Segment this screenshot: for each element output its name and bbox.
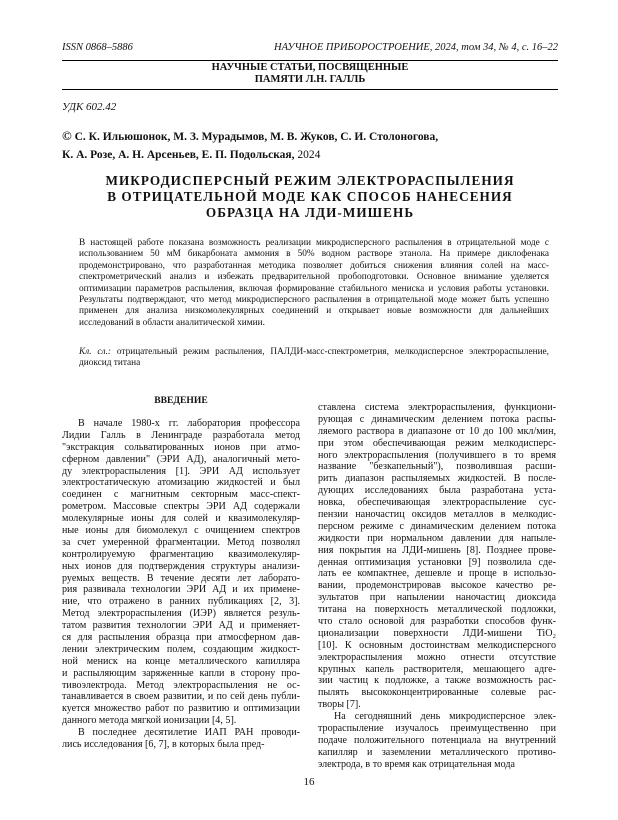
authors-line1: С. К. Ильюшонок, М. З. Мурадымов, М. В. Жуков, С. И. Столоногова,: [74, 131, 439, 143]
body-text-line: подаче положительного потенциала на внутренний: [318, 734, 556, 746]
body-text-line: творы [7].: [318, 699, 361, 711]
body-text-line: лись исследования [6, 7], в которых была пред-: [62, 739, 265, 751]
body-text-line: трораспыление изучалось преимущественно при: [318, 723, 556, 735]
title-line1: МИКРОДИСПЕРСНЫЙ РЕЖИМ ЭЛЕКТРОРАСПЫЛЕНИЯ: [105, 173, 515, 188]
body-text-line: ной мениск на конце металлического капилляра: [62, 655, 300, 667]
body-text-line: денная оптимизация установки [9] позволила сде-: [318, 556, 556, 568]
body-text-line: контролируемую фрагментацию квазимолекуляр-: [62, 548, 300, 560]
body-text-line: Лидии Галль в Ленинграде разработала метод: [62, 429, 300, 441]
page-number: 16: [303, 776, 315, 788]
body-text-line: дующих исследованиях была разработана уста-: [318, 485, 556, 497]
body-text-line: лении электрическим полем, создающим жидкост-: [62, 643, 300, 655]
body-text-line: "экстракция сольватированных ионов при атмо-: [62, 441, 300, 453]
body-text-line: пензии наночастиц оксидов металлов в мелкодис-: [318, 509, 556, 521]
body-text-line: данного метода мягкой ионизации [4, 5].: [62, 715, 237, 727]
banner-top-rule: [62, 60, 558, 61]
body-text-line: рометром. Массовые спектры ЭРИ АД содержали: [62, 501, 300, 513]
body-text-line: [10]. К основным достоинствам мелкодисперсного: [318, 639, 556, 651]
body-text-line: зультатов при напылении наночастиц диоксида: [318, 592, 556, 604]
body-text-line: электрода, в то время как отрицательная мода: [318, 758, 515, 770]
copyright-icon: ©: [62, 128, 72, 143]
body-text-line: сферном давлении" (ЭРИ АД), аналогичный мето-: [62, 453, 300, 465]
body-text-line: ся для распыления образца при атмосферном дав-: [62, 632, 300, 644]
body-text-line: ние, что отражено в ранних публикациях [2, 3].: [62, 596, 300, 608]
body-text-line: ных ионов для подтверждения структуры анализи-: [62, 560, 300, 572]
body-text-line: соединен с магнитным секторным масс-спект-: [62, 489, 300, 501]
body-text-line: ционализации поверхности ЛДИ-мишени TiO₂: [318, 627, 556, 639]
body-text-line: лать ее компактнее, дешевле и проще в использо-: [318, 568, 556, 580]
section-banner: [62, 62, 558, 86]
body-text-line: и распыляющим заряженные капли в сторону про-: [62, 667, 300, 679]
abstract: В настоящей работе показана возможность реализации микродисперсного распыления в отрицательной моде с использованием 50 мМ бикарбоната аммония в 50% водном растворе этанола. На примере диклофенака продемонстрировано, что разработанная методика позволяет добиться снижения влияния солей на масс-спектрометрический анализ и избежать предварительной пробоподготовки. Основное внимание уделяется оптимизации параметров распыления, включая формирование стабильного мениска и условия работы установки. Результаты подтверждают, что метод микродисперсного распыления в отрицательной моде может быть успешно применен для анализа низкомолекулярных соединений и открывает новые возможности для дальнейших исследований в области аналитической химии.: [79, 238, 549, 328]
keywords: [79, 347, 549, 370]
body-text-line: куется множество работ по развитию и оптимизации: [62, 703, 300, 715]
body-text-line: название "безкапельный"), позволившая расши-: [318, 461, 556, 473]
title-line2: В ОТРИЦАТЕЛЬНОЙ МОДЕ КАК СПОСОБ НАНЕСЕНИЯ: [107, 189, 513, 204]
left-column: [62, 418, 300, 751]
section-heading: ВВЕДЕНИЕ: [154, 395, 208, 406]
title-line3: ОБРАЗЦА НА ЛДИ-МИШЕНЬ: [205, 205, 415, 220]
body-text-line: вании, продемонстрировав высокое качество ре-: [318, 580, 556, 592]
body-text-line: молекулярные ионы для солей и квазимолекуляр-: [62, 513, 300, 525]
section-banner-line1: НАУЧНЫЕ СТАТЬИ, ПОСВЯЩЕННЫЕ: [211, 62, 409, 73]
section-banner-line2: ПАМЯТИ Л.Н. ГАЛЛЬ: [254, 74, 366, 85]
body-text-line: персном режиме с динамическим делением потока: [318, 520, 556, 532]
body-text-line: пылять высококонцентрированные солевые рас-: [318, 687, 556, 699]
body-text-line: зии частиц к подложке, а также возможность рас-: [318, 675, 556, 687]
body-text-line: ные ионы для биомолекул с очищением спектров: [62, 525, 300, 537]
journal-citation: НАУЧНОЕ ПРИБОРОСТРОЕНИЕ, 2024, том 34, № 4, с. 16–22: [274, 42, 558, 53]
keywords-label: Кл. сл.:: [79, 347, 112, 357]
body-text-line: ляемого раствора в диапазоне от 10 до 100 мкл/мин,: [318, 425, 556, 437]
body-text-line: жидкости при нормальном давлении для напыле-: [318, 532, 556, 544]
body-text-line: тивоэлектрода. Метод электрораспыления не ос-: [62, 679, 300, 691]
body-text-line: электрораспыления можно отнести отсутствие: [318, 651, 556, 663]
body-text-line: что стало основой для разработки способов функ-: [318, 616, 556, 628]
udk-code: УДК 602.42: [62, 101, 117, 113]
body-text-line: Метод электрораспыления (ИЭР) является резуль-: [62, 608, 300, 620]
body-text-line: за счет умеренной фрагментации. Метод позволял: [62, 536, 300, 548]
article-title: [62, 173, 558, 221]
banner-bottom-rule: [62, 89, 558, 90]
copyright-year: 2024: [297, 149, 321, 161]
body-text-line: рить диапазон распыляемых жидкостей. В после-: [318, 473, 556, 485]
body-text-line: титана на поверхность металлической подложки,: [318, 604, 556, 616]
body-text-line: капилляр и заземлении металлического противо-: [318, 746, 556, 758]
body-text-line: ставлена система электрораспыления, функциони-: [318, 402, 556, 413]
body-text-line: ния покрытия на ЛДИ-мишень [8]. Позднее прове-: [318, 544, 556, 556]
body-text-line: рующая с динамическим делением потока распы-: [318, 413, 556, 425]
body-text-line: татом развития технологии ЭРИ АД и применяет-: [62, 620, 300, 632]
body-text-line: На сегодняшний день микродисперсное элек-: [334, 711, 556, 723]
body-text-line: электростатическую атомизацию жидкостей и был: [62, 477, 300, 489]
right-column: [318, 402, 556, 771]
body-text-line: ного электрораспыления (получившего в то время: [318, 449, 556, 461]
body-text-line: В начале 1980-х гг. лаборатория профессора: [78, 418, 300, 429]
body-text-line: руемых веществ. В течение десяти лет лаборато-: [62, 572, 300, 584]
body-text-line: крупных капель растворителя, мешающего адге-: [318, 663, 556, 675]
author-list: [62, 127, 562, 164]
issn: ISSN 0868–5886: [62, 42, 133, 53]
body-text-line: ду электрораспыления [1]. ЭРИ АД использует: [62, 465, 300, 477]
body-text-line: рия развивала технологии ЭРИ АД и их примене-: [62, 584, 300, 596]
body-text-line: новка, обеспечивающая электрораспыление сус-: [318, 497, 556, 509]
keywords-text: отрицательный режим распыления, ПАЛДИ-масс-спектрометрия, мелкодисперсное электрораспыление, диоксид титана: [79, 347, 549, 369]
authors-line2: К. А. Розе, А. Н. Арсеньев, Е. П. Подольская,: [62, 149, 295, 161]
body-text-line: при этом обеспечивающая режим мелкодисперс-: [318, 437, 556, 449]
body-text-line: В последнее десятилетие ИАП РАН проводи-: [78, 727, 300, 739]
body-text-line: танавливается в своем развитии, и по сей день публи-: [62, 691, 300, 703]
